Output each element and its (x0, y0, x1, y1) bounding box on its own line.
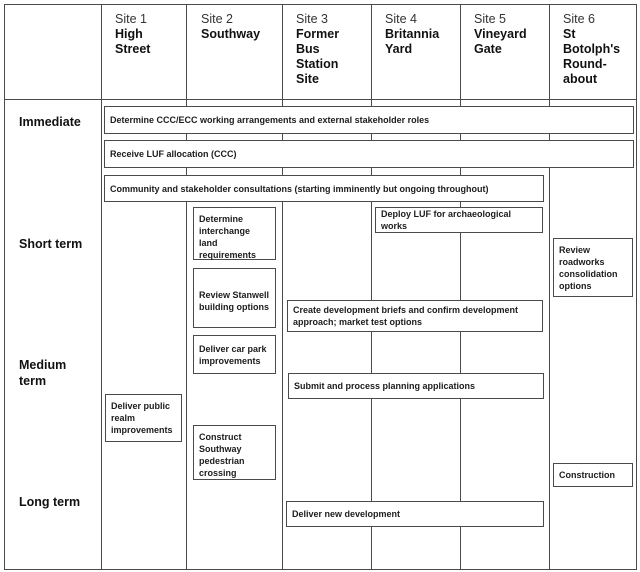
phase-immediate-label: Immediate (19, 115, 81, 129)
outer-bottom-border (4, 569, 637, 570)
site-6-name: St Botolph's Round-about (563, 27, 621, 86)
task-public-realm: Deliver public realm improvements (105, 394, 182, 442)
site-3-header (296, 12, 362, 87)
outer-left-border (4, 4, 5, 570)
task-development-briefs: Create development briefs and confirm development approach; market test options (287, 300, 543, 332)
site-2-number: Site 2 (201, 12, 233, 26)
site-5-header (474, 12, 544, 57)
task-planning-applications: Submit and process planning applications (288, 373, 544, 399)
site-3-number: Site 3 (296, 12, 328, 26)
task-deliver-new-development: Deliver new development (286, 501, 544, 527)
task-roadworks-consolidation: Review roadworks consolidation options (553, 238, 633, 297)
outer-top-border (4, 4, 637, 5)
task-interchange-land: Determine interchange land requirements (193, 207, 276, 260)
task-working-arrangements: Determine CCC/ECC working arrangements and external stakeholder roles (104, 106, 634, 134)
site-6-number: Site 6 (563, 12, 595, 26)
task-car-park-improvements: Deliver car park improvements (193, 335, 276, 374)
header-divider (4, 99, 637, 100)
site-1-name: High Street (115, 27, 151, 56)
task-construction: Construction (553, 463, 633, 487)
site-2-name: Southway (201, 27, 261, 41)
phase-long-term-label: Long term (19, 495, 81, 509)
site-5-number: Site 5 (474, 12, 506, 26)
site-2-header (201, 12, 279, 42)
phase-short-term-label: Short term (19, 237, 83, 251)
outer-right-border (636, 4, 637, 570)
column-divider-2 (186, 4, 187, 570)
task-stanwell-building: Review Stanwell building options (193, 268, 276, 328)
site-3-name: Former Bus Station Site (296, 27, 340, 86)
column-divider-3 (282, 4, 283, 570)
column-divider-4 (371, 4, 372, 570)
site-4-number: Site 4 (385, 12, 417, 26)
site-1-number: Site 1 (115, 12, 147, 26)
site-5-name: Vineyard Gate (474, 27, 527, 56)
site-4-header (385, 12, 453, 57)
phase-medium-term-label: Medium term (19, 358, 67, 388)
column-divider-6 (549, 4, 550, 570)
task-deploy-luf-archaeology: Deploy LUF for archaeological works (375, 207, 543, 233)
column-divider-1 (101, 4, 102, 570)
task-southway-crossing: Construct Southway pedestrian crossing (193, 425, 276, 480)
site-1-header (115, 12, 181, 57)
site-4-name: Britannia Yard (385, 27, 440, 56)
task-consultations: Community and stakeholder consultations (starting imminently but ongoing throughout) (104, 175, 544, 202)
task-receive-luf: Receive LUF allocation (CCC) (104, 140, 634, 168)
site-6-header (563, 12, 631, 87)
column-divider-5 (460, 4, 461, 570)
